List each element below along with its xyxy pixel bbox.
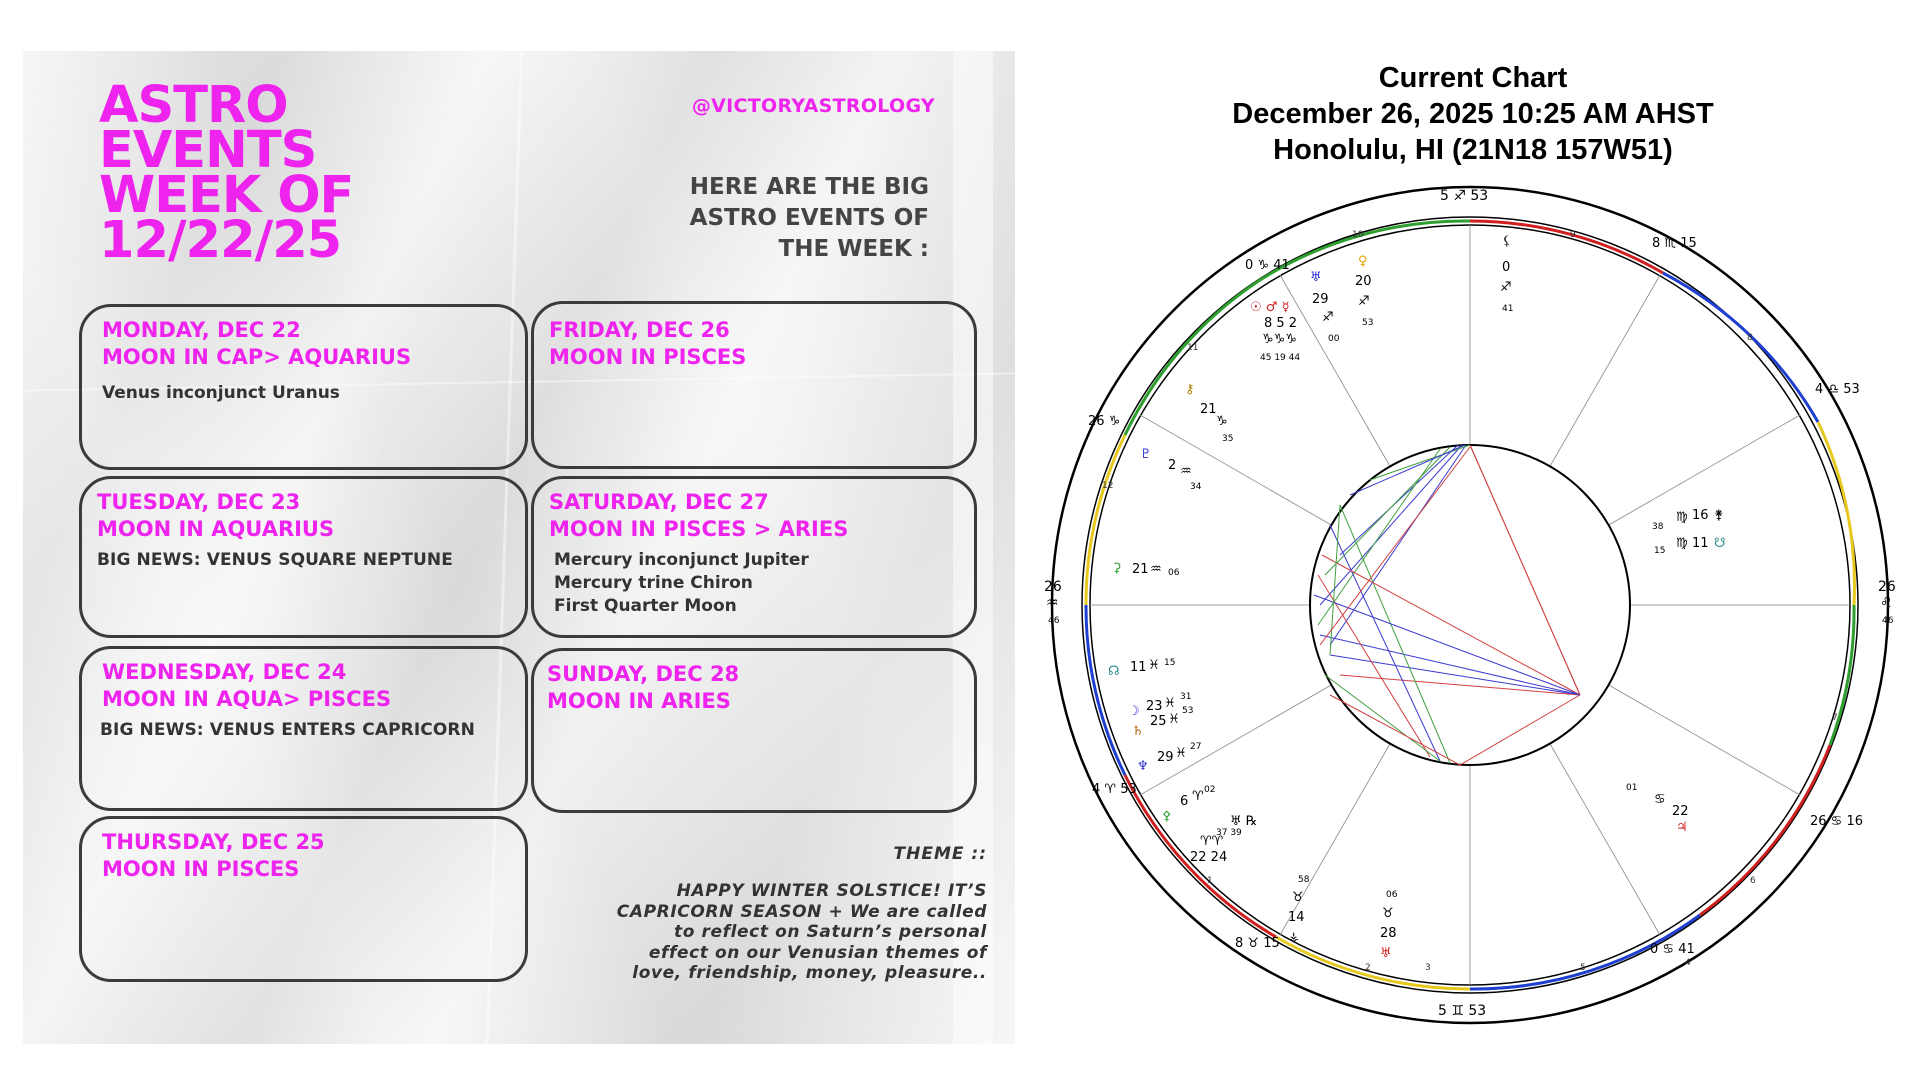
- planet-minute: 45 19 44: [1260, 353, 1301, 363]
- house-number: 5: [1580, 963, 1586, 973]
- planet-sign: ♋: [1654, 792, 1666, 807]
- day-card-monday: [79, 304, 528, 470]
- south-node-icon: ☋: [1714, 536, 1726, 551]
- house-number: 1: [1207, 876, 1213, 886]
- ceres-icon: ⚷: [1185, 382, 1195, 397]
- cusp-left-minute: 46: [1048, 616, 1060, 626]
- planet-minute: 34: [1190, 482, 1202, 492]
- planet-sign: ♈♈: [1200, 834, 1224, 849]
- planet-minute: 27: [1190, 742, 1202, 752]
- planet-saturn: [1132, 706, 1193, 739]
- house-number: 6: [1750, 876, 1756, 886]
- planet-sign: ♐: [1500, 280, 1512, 295]
- day-heading: WEDNESDAY, DEC 24: [102, 660, 347, 684]
- planet-sign: ♉: [1292, 890, 1304, 905]
- planet-degree: 11: [1692, 536, 1709, 551]
- asteroid-icon: ♅: [1310, 270, 1322, 285]
- earth-arc: [1260, 221, 1470, 280]
- natal-chart-wheel: [1040, 175, 1900, 1035]
- chart-title: [1218, 60, 1728, 168]
- house-line: [1549, 742, 1660, 935]
- chart-title-line: Current Chart: [1378, 62, 1568, 94]
- fire-arc: [1700, 745, 1830, 915]
- planet-pallas: [1288, 875, 1310, 945]
- house-number: 8: [1747, 333, 1753, 343]
- theme-label: THEME ::: [893, 844, 987, 864]
- planet-chiron: [1500, 234, 1513, 314]
- planet-minute: 06: [1386, 890, 1398, 900]
- house-number: 7: [1832, 713, 1838, 723]
- planet-degree: 2: [1168, 458, 1177, 473]
- astro-events-poster: [23, 51, 1015, 1044]
- planet-degree: 25: [1150, 714, 1167, 729]
- north-node-icon: ☊: [1108, 664, 1120, 679]
- theme-text: [543, 881, 987, 984]
- chart-title-line: Honolulu, HI (21N18 157W51): [1273, 134, 1673, 166]
- event-note: First Quarter Moon: [554, 596, 737, 616]
- jupiter-icon: ♃: [1676, 820, 1688, 835]
- cusp-label: 8 ♏ 15: [1652, 236, 1697, 251]
- cusp-label: 26 ♋ 16: [1810, 814, 1864, 829]
- title-line: EVENTS: [99, 121, 317, 180]
- planet-sun-mars-mercury: [1250, 300, 1300, 363]
- event-note: BIG NEWS: VENUS ENTERS CAPRICORN: [100, 720, 475, 740]
- social-handle: @VICTORYASTROLOGY: [691, 95, 935, 117]
- planet-juno: [1112, 561, 1180, 578]
- house-number: 11: [1187, 343, 1199, 353]
- planet-uranus: [1380, 890, 1398, 961]
- planet-asteroid: [1310, 270, 1340, 344]
- day-heading: TUESDAY, DEC 23: [97, 490, 301, 514]
- moon-sign: MOON IN ARIES: [547, 689, 731, 713]
- day-card-tuesday: [79, 476, 528, 638]
- planet-sign: ♑♑♑: [1262, 332, 1297, 347]
- planet-sign: ♒: [1180, 464, 1192, 479]
- planet-venus: [1355, 254, 1373, 328]
- cusp-right-sign: ♌: [1880, 595, 1893, 611]
- day-card-sunday: [531, 648, 977, 813]
- planet-degree: 14: [1288, 910, 1305, 925]
- day-card-saturday: [531, 476, 977, 638]
- theme-line: HAPPY WINTER SOLSTICE! IT’S: [676, 881, 987, 901]
- day-heading: SUNDAY, DEC 28: [547, 662, 740, 686]
- planet-minute: 37 39: [1216, 828, 1242, 838]
- chart-title-line: December 26, 2025 10:25 AM AHST: [1232, 98, 1714, 130]
- theme-line: CAPRICORN SEASON + We are called: [616, 901, 987, 922]
- planet-degree: 29: [1312, 292, 1329, 307]
- planet-south-node: [1654, 536, 1726, 556]
- intro-line: THE WEEK :: [778, 236, 929, 262]
- cusp-right-degree: 26: [1878, 579, 1896, 595]
- chiron-icon: ⚸: [1502, 234, 1512, 249]
- planet-sign: ♍: [1676, 536, 1688, 551]
- planet-degree: 22: [1672, 804, 1689, 819]
- day-card-thursday: [79, 816, 528, 982]
- pluto-icon: ♇: [1140, 447, 1152, 462]
- retrograde-icon: ♅ ℞: [1230, 814, 1258, 829]
- planet-minute: 06: [1168, 568, 1180, 578]
- venus-icon: ♀: [1358, 254, 1368, 269]
- intro-line: HERE ARE THE BIG: [689, 174, 929, 200]
- planet-degree: 21: [1200, 402, 1217, 417]
- cusp-label: 4 ♎ 53: [1815, 382, 1860, 397]
- planet-lilith: [1652, 508, 1724, 532]
- planet-degree: 11: [1130, 660, 1147, 675]
- pallas-icon: ⚶: [1288, 930, 1300, 945]
- planet-retrograde-pair: [1190, 814, 1257, 865]
- planet-pluto: [1140, 447, 1202, 492]
- title-line: ASTRO: [99, 76, 288, 135]
- planet-north-node: [1108, 658, 1175, 679]
- house-number: 12: [1102, 481, 1114, 491]
- cusp-top: 5 ♐ 53: [1440, 188, 1489, 204]
- planet-degree: 20: [1355, 274, 1372, 289]
- planet-minute: 53: [1182, 706, 1194, 716]
- planet-sign: ♒: [1150, 562, 1162, 577]
- planet-minute: 15: [1654, 546, 1666, 556]
- cusp-label: 26 ♑: [1088, 414, 1121, 429]
- cusp-label: 0 ♋ 41: [1650, 942, 1695, 957]
- intro-line: ASTRO EVENTS OF: [689, 205, 929, 231]
- planet-minute: 31: [1180, 692, 1192, 702]
- sun-mars-mercury-icons: ☉ ♂ ☿: [1250, 300, 1290, 315]
- cusp-label: 4 ♈ 53: [1092, 782, 1137, 797]
- event-note: Venus inconjunct Uranus: [102, 383, 340, 403]
- planet-minute: 00: [1328, 334, 1340, 344]
- planet-neptune: [1137, 742, 1201, 774]
- planet-minute: 02: [1204, 785, 1216, 795]
- moon-sign: MOON IN CAP> AQUARIUS: [102, 345, 412, 369]
- house-number: 10: [1352, 230, 1364, 240]
- planet-degree: 6: [1180, 794, 1189, 809]
- house-number: 2: [1365, 963, 1371, 973]
- house-line: [1280, 742, 1391, 935]
- theme-line: to reflect on Saturn’s personal: [673, 922, 987, 942]
- planet-sign: ♓: [1175, 746, 1187, 761]
- cusp-left-degree: 26: [1044, 579, 1062, 595]
- house-line: [1607, 684, 1800, 795]
- planet-minute: 35: [1222, 434, 1234, 444]
- planet-sign: ♐: [1322, 310, 1334, 325]
- moon-sign: MOON IN PISCES: [549, 345, 747, 369]
- event-note: Mercury trine Chiron: [554, 573, 753, 593]
- planet-vesta: [1162, 785, 1215, 824]
- planet-minute: 15: [1164, 658, 1176, 668]
- planet-degree: 21: [1132, 562, 1149, 577]
- day-heading: SATURDAY, DEC 27: [549, 490, 769, 514]
- day-card-friday: [531, 301, 977, 469]
- house-number: 3: [1425, 963, 1431, 973]
- planet-sign: ♍: [1676, 510, 1688, 525]
- aspect-circle: [1310, 445, 1630, 765]
- house-number: 9: [1570, 230, 1576, 240]
- moon-sign: MOON IN PISCES > ARIES: [549, 517, 849, 541]
- day-heading: THURSDAY, DEC 25: [102, 830, 325, 854]
- planet-sign: ♓: [1164, 696, 1176, 711]
- house-number: 4: [1685, 958, 1691, 968]
- planet-degree: 22 24: [1190, 850, 1228, 865]
- title-line: 12/22/25: [99, 211, 342, 270]
- day-heading: MONDAY, DEC 22: [102, 318, 301, 342]
- cusp-label: 8 ♉ 15: [1235, 936, 1280, 951]
- cusp-label: 0 ♑ 41: [1245, 258, 1290, 273]
- planet-degree: 16: [1692, 508, 1709, 523]
- cusp-bottom: 5 ♊ 53: [1438, 1003, 1487, 1019]
- planet-minute: 58: [1298, 875, 1310, 885]
- planet-degree: 23: [1146, 699, 1163, 714]
- event-note: BIG NEWS: VENUS SQUARE NEPTUNE: [97, 550, 453, 570]
- neptune-icon: ♆: [1137, 759, 1149, 774]
- planet-minute: 53: [1362, 318, 1374, 328]
- event-note: Mercury inconjunct Jupiter: [554, 550, 809, 570]
- planet-degree: 0: [1502, 260, 1511, 275]
- planet-sign: ♑: [1216, 414, 1228, 429]
- planet-sign: ♓: [1148, 658, 1160, 673]
- planet-ceres: [1185, 382, 1233, 444]
- juno-icon: ⚳: [1112, 561, 1122, 576]
- intro-text: [623, 172, 929, 265]
- water-arc: [1663, 273, 1818, 422]
- cusp-left-sign: ♒: [1046, 595, 1059, 611]
- moon-sign: MOON IN PISCES: [102, 857, 300, 881]
- day-card-wednesday: [79, 646, 528, 811]
- lilith-icon: ⚵: [1714, 508, 1724, 523]
- planet-minute: 38: [1652, 522, 1664, 532]
- planet-jupiter: [1626, 783, 1689, 835]
- planet-sign: ♈: [1192, 789, 1204, 804]
- saturn-icon: ♄: [1132, 724, 1144, 739]
- planet-minute: 41: [1502, 304, 1514, 314]
- cusp-right-minute: 46: [1882, 616, 1894, 626]
- planet-minute: 01: [1626, 783, 1638, 793]
- earth-arc: [1830, 605, 1854, 745]
- planet-sign: ♐: [1358, 294, 1370, 309]
- planet-degree: 8 5 2: [1264, 316, 1298, 331]
- day-heading: FRIDAY, DEC 26: [549, 318, 730, 342]
- planet-degree: 29: [1157, 750, 1174, 765]
- theme-line: love, friendship, money, pleasure..: [632, 963, 987, 983]
- vesta-icon: ⚴: [1162, 809, 1172, 824]
- theme-line: effect on our Venusian themes of: [648, 942, 987, 963]
- poster-title: [99, 76, 519, 270]
- moon-sign: MOON IN AQUA> PISCES: [102, 687, 392, 711]
- planet-sign: ♉: [1382, 906, 1394, 921]
- planet-degree: 28: [1380, 926, 1397, 941]
- house-line: [1280, 275, 1391, 468]
- house-line: [1549, 275, 1660, 468]
- planet-sign: ♓: [1168, 712, 1180, 727]
- title-line: WEEK OF: [99, 166, 354, 225]
- moon-sign: MOON IN AQUARIUS: [97, 517, 335, 541]
- moon-icon: ☽: [1128, 704, 1140, 719]
- uranus-icon: ♅: [1380, 946, 1392, 961]
